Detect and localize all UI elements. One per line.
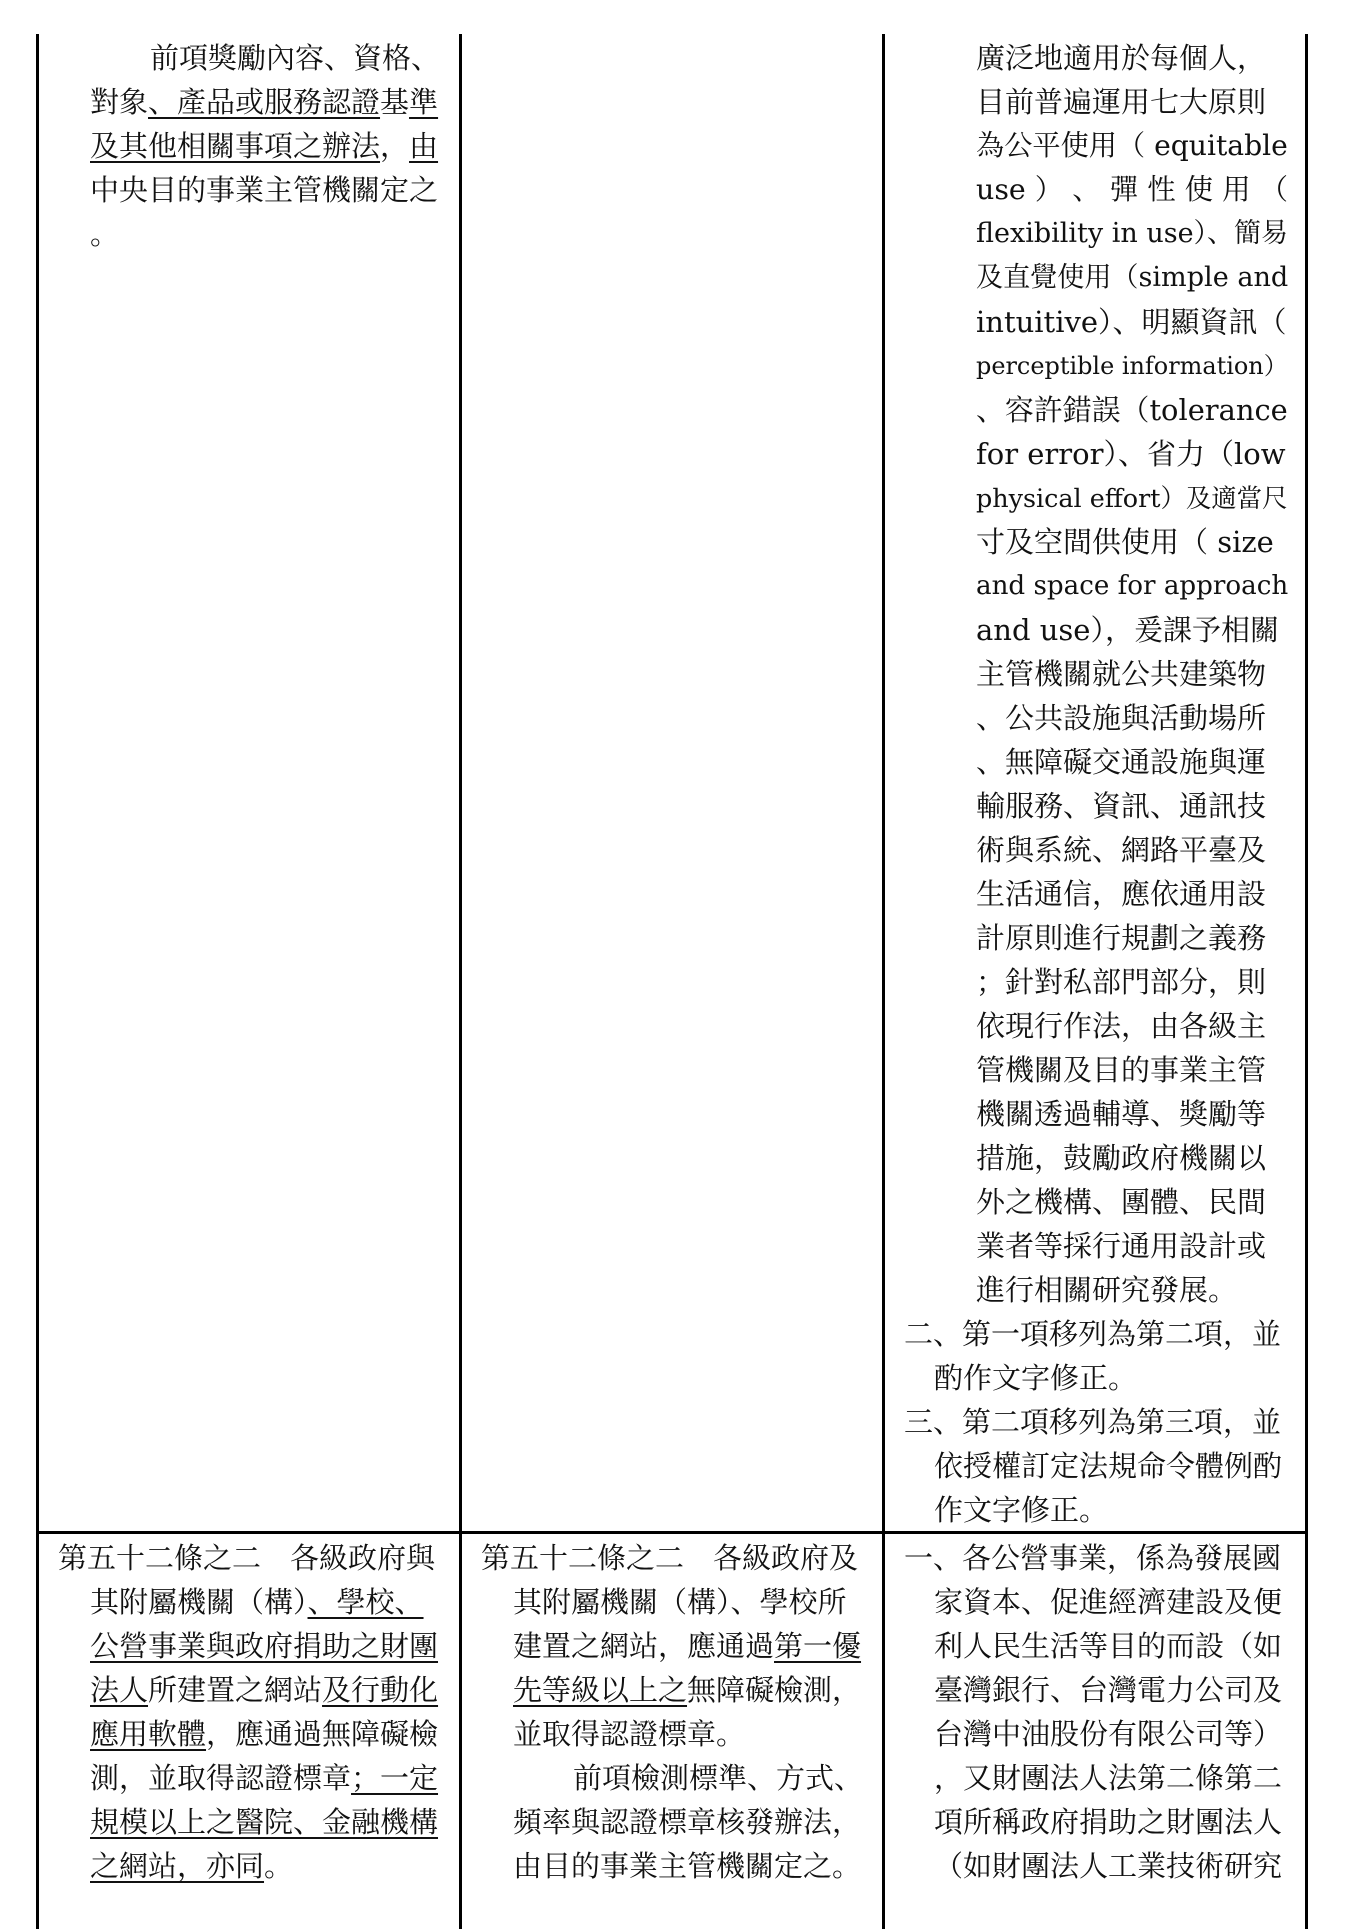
text-line bbox=[886, 1712, 1288, 1756]
text-line bbox=[886, 1268, 1288, 1312]
text-segment: 家資本、促進經濟建設及便 bbox=[934, 1585, 1283, 1619]
text-segment: 業者等採行通用設計或 bbox=[976, 1229, 1267, 1263]
text-line bbox=[886, 520, 1288, 564]
text-line bbox=[886, 608, 1288, 652]
text-line bbox=[463, 1668, 863, 1712]
text-line bbox=[886, 344, 1288, 388]
text-segment: 、公共設施與活動場所 bbox=[976, 701, 1267, 735]
text-line bbox=[886, 1048, 1288, 1092]
text-line bbox=[886, 1356, 1288, 1400]
amended-text: 準 bbox=[409, 85, 439, 119]
text-segment: 輸服務、資訊、通訊技 bbox=[976, 789, 1267, 823]
text-line bbox=[886, 784, 1288, 828]
text-segment: 第五十二條之二 各級政府與 bbox=[58, 1541, 436, 1575]
amended-text: 先等級以上之 bbox=[513, 1673, 688, 1707]
row1-col1-cell bbox=[40, 36, 440, 256]
amended-text: 、產品或服務認證 bbox=[148, 85, 381, 119]
text-line bbox=[886, 1488, 1288, 1532]
text-line bbox=[886, 388, 1288, 432]
table-border-left bbox=[36, 34, 39, 1929]
text-line bbox=[463, 1800, 863, 1844]
text-line bbox=[40, 1536, 440, 1580]
text-line bbox=[886, 80, 1288, 124]
text-segment: 建置之網站，應通過 bbox=[513, 1629, 775, 1663]
text-segment: 。 bbox=[90, 217, 120, 251]
text-line bbox=[886, 432, 1288, 476]
text-line bbox=[886, 696, 1288, 740]
text-segment: 計原則進行規劃之義務 bbox=[976, 921, 1267, 955]
text-line bbox=[886, 256, 1288, 300]
text-segment: 三、第二項移列為第三項，並 bbox=[904, 1405, 1282, 1439]
text-segment: perceptible information） bbox=[976, 352, 1288, 380]
amended-text: 及行動化 bbox=[322, 1673, 439, 1707]
row1-col3-cell bbox=[886, 36, 1288, 1532]
text-line bbox=[886, 1400, 1288, 1444]
text-line bbox=[886, 1668, 1288, 1712]
text-segment: 中央目的事業主管機關定之 bbox=[90, 173, 439, 207]
text-segment: 其附屬機關（構） bbox=[90, 1585, 308, 1619]
amended-text: 法人 bbox=[90, 1673, 149, 1707]
amended-text: 、學校、 bbox=[307, 1585, 424, 1619]
text-segment: 。 bbox=[264, 1849, 294, 1883]
text-segment: 由目的事業主管機關定之。 bbox=[513, 1849, 862, 1883]
text-segment: ；針對私部門部分，則 bbox=[976, 965, 1267, 999]
text-line bbox=[40, 124, 440, 168]
text-line bbox=[886, 652, 1288, 696]
text-segment: intuitive）、明顯資訊（ bbox=[976, 305, 1287, 339]
text-line bbox=[40, 1756, 440, 1800]
text-line bbox=[886, 960, 1288, 1004]
text-segment: use ） 、 彈 性 使 用 （ bbox=[976, 173, 1289, 206]
text-segment: 目前普遍運用七大原則 bbox=[976, 85, 1267, 119]
text-segment: 依授權訂定法規命令體例酌 bbox=[934, 1449, 1283, 1483]
text-line bbox=[886, 212, 1288, 256]
text-line bbox=[886, 828, 1288, 872]
column-divider-2 bbox=[882, 34, 885, 1929]
row2-col3-cell bbox=[886, 1536, 1288, 1888]
text-segment: 進行相關研究發展。 bbox=[976, 1273, 1238, 1307]
text-segment: 二、第一項移列為第二項，並 bbox=[904, 1317, 1282, 1351]
text-line bbox=[886, 300, 1288, 344]
text-segment: and space for approach bbox=[976, 571, 1289, 601]
text-line bbox=[886, 1092, 1288, 1136]
amended-text: 及其他相關事項之辦法 bbox=[90, 129, 381, 163]
text-segment: 無障礙檢測， bbox=[687, 1673, 862, 1707]
text-segment: flexibility in use）、簡易 bbox=[976, 218, 1289, 249]
text-segment: physical effort）及適當尺 bbox=[976, 483, 1288, 513]
text-segment: 術與系統、網路平臺及 bbox=[976, 833, 1267, 867]
text-segment: （如財團法人工業技術研究 bbox=[934, 1849, 1283, 1883]
text-line bbox=[886, 1312, 1288, 1356]
text-segment: 、容許錯誤（tolerance bbox=[976, 393, 1288, 427]
text-line bbox=[886, 124, 1288, 168]
text-line bbox=[40, 1800, 440, 1844]
text-line bbox=[463, 1756, 863, 1800]
text-line bbox=[886, 1756, 1288, 1800]
amended-text: ；一定 bbox=[351, 1761, 439, 1795]
text-segment: 第五十二條之二 各級政府及 bbox=[481, 1541, 859, 1575]
text-line bbox=[886, 564, 1288, 608]
text-line bbox=[886, 872, 1288, 916]
text-line bbox=[886, 1136, 1288, 1180]
row2-col2-cell bbox=[463, 1536, 863, 1888]
text-line bbox=[40, 168, 440, 212]
column-divider-1 bbox=[459, 34, 462, 1929]
text-segment: 廣泛地適用於每個人， bbox=[976, 41, 1267, 75]
text-line bbox=[886, 1800, 1288, 1844]
text-segment: 前項獎勵內容、資格、 bbox=[150, 41, 441, 75]
text-segment: 主管機關就公共建築物 bbox=[976, 657, 1267, 691]
text-segment: 及直覺使用（simple and bbox=[976, 262, 1289, 293]
text-segment: 作文字修正。 bbox=[934, 1493, 1109, 1527]
text-line bbox=[463, 1844, 863, 1888]
text-line bbox=[886, 1444, 1288, 1488]
row2-col1-cell bbox=[40, 1536, 440, 1888]
text-line bbox=[886, 476, 1288, 520]
text-line bbox=[40, 1580, 440, 1624]
text-line bbox=[886, 1624, 1288, 1668]
text-line bbox=[40, 80, 440, 124]
text-segment: 生活通信，應依通用設 bbox=[976, 877, 1267, 911]
text-line bbox=[886, 1536, 1288, 1580]
text-line bbox=[886, 1004, 1288, 1048]
amended-text: 之網站，亦同 bbox=[90, 1849, 265, 1883]
text-segment: 對象 bbox=[90, 85, 149, 119]
text-segment: ， bbox=[380, 129, 410, 163]
amended-text: 由 bbox=[409, 129, 439, 163]
text-line bbox=[40, 36, 440, 80]
text-segment: 外之機構、團體、民間 bbox=[976, 1185, 1267, 1219]
text-segment: 酌作文字修正。 bbox=[934, 1361, 1138, 1395]
text-line bbox=[886, 1580, 1288, 1624]
text-segment: 依現行作法，由各級主 bbox=[976, 1009, 1267, 1043]
text-line bbox=[886, 916, 1288, 960]
text-segment: 項所稱政府捐助之財團法人 bbox=[934, 1805, 1283, 1839]
text-segment: 所建置之網站 bbox=[148, 1673, 323, 1707]
text-segment: 為公平使用（ equitable bbox=[976, 129, 1288, 162]
text-segment: 一、各公營事業，係為發展國 bbox=[904, 1541, 1282, 1575]
text-line bbox=[40, 1844, 440, 1888]
text-segment: 頻率與認證標章核發辦法， bbox=[513, 1805, 862, 1839]
text-segment: 臺灣銀行、台灣電力公司及 bbox=[934, 1673, 1283, 1707]
text-line bbox=[463, 1712, 863, 1756]
amended-text: 公營事業與政府捐助之財團 bbox=[90, 1629, 439, 1663]
text-line bbox=[463, 1536, 863, 1580]
text-line bbox=[463, 1624, 863, 1668]
text-segment: 測，並取得認證標章 bbox=[90, 1761, 352, 1795]
text-segment: ，應通過無障礙檢 bbox=[206, 1717, 439, 1751]
text-line bbox=[886, 36, 1288, 80]
text-line bbox=[886, 168, 1288, 212]
text-segment: 寸及空間供使用（ size bbox=[976, 525, 1274, 559]
text-line bbox=[40, 1624, 440, 1668]
text-line bbox=[40, 1668, 440, 1712]
text-line bbox=[886, 740, 1288, 784]
amended-text: 規模以上之醫院、金融機構 bbox=[90, 1805, 439, 1839]
amended-text: 第一優 bbox=[774, 1629, 862, 1663]
text-line bbox=[886, 1844, 1288, 1888]
text-segment: 利人民生活等目的而設（如 bbox=[934, 1629, 1283, 1663]
text-line bbox=[886, 1180, 1288, 1224]
text-line bbox=[886, 1224, 1288, 1268]
text-line bbox=[40, 212, 440, 256]
text-segment: and use），爰課予相關 bbox=[976, 613, 1279, 647]
text-segment: 管機關及目的事業主管 bbox=[976, 1053, 1267, 1087]
table-border-right bbox=[1305, 34, 1308, 1929]
text-segment: 措施，鼓勵政府機關以 bbox=[976, 1141, 1267, 1175]
text-segment: 台灣中油股份有限公司等） bbox=[934, 1717, 1283, 1751]
text-segment: 機關透過輔導、獎勵等 bbox=[976, 1097, 1267, 1131]
amended-text: 應用軟體 bbox=[90, 1717, 207, 1751]
text-segment: ，又財團法人法第二條第二 bbox=[934, 1761, 1283, 1795]
text-segment: for error）、省力（low bbox=[976, 437, 1286, 471]
text-segment: 前項檢測標準、方式、 bbox=[573, 1761, 864, 1795]
text-segment: 基 bbox=[380, 85, 410, 119]
text-segment: 、無障礙交通設施與運 bbox=[976, 745, 1267, 779]
text-line bbox=[463, 1580, 863, 1624]
text-segment: 並取得認證標章。 bbox=[513, 1717, 746, 1751]
text-line bbox=[40, 1712, 440, 1756]
text-segment: 其附屬機關（構）、學校所 bbox=[513, 1585, 847, 1619]
